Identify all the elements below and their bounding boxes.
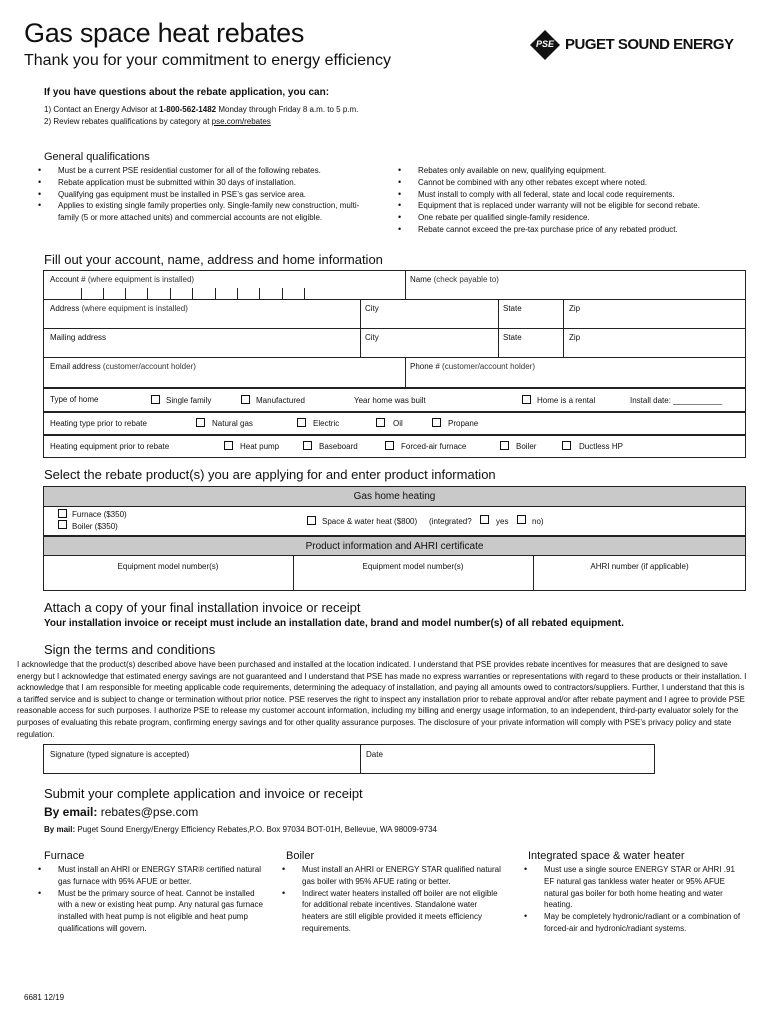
email-label-text: Email address (50, 362, 101, 371)
list-item: • Indirect water heaters installed off boiler are not eligible for additional rebate incentives. Standalone water heaters are still eligible provided it meets efficiency requirements. (280, 888, 502, 935)
heating-type-label: Heating type prior to rebate (50, 419, 147, 428)
integrated-label: (integrated? (429, 517, 472, 526)
ahri-number-input[interactable] (534, 574, 745, 590)
oil-checkbox[interactable] (376, 418, 385, 427)
list-item: • Must use a single source ENERGY STAR or AHRI .91 EF natural gas tankless water heater or 95% AFUE natural gas boiler for both home heating and water heating. (522, 864, 746, 911)
mailing-address-input[interactable] (44, 344, 359, 356)
date-input[interactable] (361, 760, 654, 773)
gas-heating-header: Gas home heating (43, 486, 746, 507)
zip-label: Zip (569, 304, 581, 313)
mailing-address-label: Mailing address (50, 333, 107, 342)
ductless-label: Ductless HP (579, 442, 624, 451)
name-label-text: Name (410, 275, 432, 284)
email-hint: (customer/account holder) (102, 362, 196, 371)
rental-checkbox[interactable] (522, 395, 531, 404)
propane-label: Propane (448, 419, 479, 428)
furnace-req-list (36, 864, 266, 935)
general-right-list (396, 165, 736, 236)
natural-gas-checkbox[interactable] (196, 418, 205, 427)
terms-heading: Sign the terms and conditions (44, 642, 216, 657)
list-item: • May be completely hydronic/radiant or a combination of forced-air and hydronic/radiant systems. (522, 911, 746, 935)
boiler-label: Boiler ($350) (72, 522, 118, 531)
integrated-req-title: Integrated space & water heater (528, 850, 685, 862)
list-item: • Must install to comply with all federal, state and local code requirements. (396, 189, 736, 201)
attach-note: Your installation invoice or receipt must include an installation date, brand and model number(s) of all rebated equipment. (44, 618, 624, 629)
boiler-req-list (280, 864, 502, 935)
list-item: • Rebate application must be submitted within 30 days of installation. (36, 177, 374, 189)
submit-email-line (44, 805, 198, 819)
list-item: • Qualifying gas equipment must be installed in PSE’s gas service area. (36, 189, 374, 201)
account-heading: Fill out your account, name, address and home information (44, 252, 383, 267)
signature-input[interactable] (44, 760, 359, 773)
phone-label (410, 362, 535, 371)
questions-line-1-post: Monday through Friday 8 a.m. to 5 p.m. (216, 105, 359, 114)
signature-label: Signature (typed signature is accepted) (50, 750, 190, 759)
name-label (410, 275, 499, 284)
ahri-number-header: AHRI number (if applicable) (590, 562, 689, 571)
electric-checkbox[interactable] (297, 418, 306, 427)
phone-label-text: Phone # (410, 362, 440, 371)
list-item: • Rebate cannot exceed the pre-tax purchase price of any rebated product. (396, 224, 736, 236)
ductless-checkbox[interactable] (562, 441, 571, 450)
list-item: • Must install an AHRI or ENERGY STAR qualified natural gas boiler with 95% AFUE rating or better. (280, 864, 502, 888)
model-number-input-2[interactable] (294, 574, 532, 590)
address-hint: (where equipment is installed) (81, 304, 188, 313)
space-water-label: Space & water heat ($800) (322, 517, 418, 526)
model-number-input-1[interactable] (44, 574, 292, 590)
natural-gas-label: Natural gas (212, 419, 253, 428)
list-item: • Equipment that is replaced under warranty will not be eligible for second rebate. (396, 200, 736, 212)
baseboard-label: Baseboard (319, 442, 358, 451)
account-hint: (where equipment is installed) (87, 275, 195, 284)
submit-heading: Submit your complete application and invoice or receipt (44, 786, 363, 801)
product-info-header: Product information and AHRI certificate (43, 536, 746, 556)
list-item: • Must install an AHRI or ENERGY STAR® certified natural gas furnace with 95% AFUE or better. (36, 864, 266, 888)
questions-heading: If you have questions about the rebate application, you can: (44, 87, 330, 98)
rebates-email[interactable]: rebates@pse.com (97, 805, 199, 819)
rebates-link[interactable]: pse.com/rebates (211, 117, 271, 126)
list-item: • Must be the primary source of heat. Cannot be installed with a new or existing heat pump. Any natural gas furnace installed with heat pump is not eligible and heat pump qualifications will govern. (36, 888, 266, 935)
integrated-yes-label: yes (496, 517, 509, 526)
integrated-yes-checkbox[interactable] (480, 515, 489, 524)
furnace-checkbox[interactable] (58, 509, 67, 518)
single-family-label: Single family (166, 396, 212, 405)
phone-hint: (customer/account holder) (442, 362, 535, 371)
boiler-checkbox[interactable] (58, 520, 67, 529)
mailing-address: Puget Sound Energy/Energy Efficiency Rebates,P.O. Box 97034 BOT-01H, Bellevue, WA 98009-9734 (75, 825, 437, 834)
pse-logo (530, 30, 740, 60)
propane-checkbox[interactable] (432, 418, 441, 427)
install-date-label[interactable]: Install date: ___________ (630, 396, 723, 405)
submit-mail-line (44, 825, 437, 834)
address-label (50, 304, 188, 313)
model-number-header-1: Equipment model number(s) (117, 562, 219, 571)
mailing-city-label: City (365, 333, 379, 342)
phone-input[interactable] (406, 373, 745, 386)
space-water-checkbox[interactable] (307, 516, 316, 525)
state-label: State (503, 304, 522, 313)
furnace-req-title: Furnace (44, 850, 85, 862)
city-label: City (365, 304, 379, 313)
heat-pump-label: Heat pump (240, 442, 280, 451)
form-code: 6681 12/19 (24, 993, 65, 1002)
name-input[interactable] (405, 286, 745, 298)
model-number-header-2: Equipment model number(s) (362, 562, 464, 571)
integrated-no-checkbox[interactable] (517, 515, 526, 524)
attach-heading: Attach a copy of your final installation invoice or receipt (44, 600, 361, 615)
furnace-label: Furnace ($350) (72, 510, 127, 519)
page-title: Gas space heat rebates (24, 18, 305, 48)
boiler-req-title: Boiler (286, 850, 315, 862)
list-item: • Cannot be combined with any other rebates except where noted. (396, 177, 736, 189)
mailing-state-label: State (503, 333, 522, 342)
date-label: Date (366, 750, 383, 759)
rental-label: Home is a rental (537, 396, 596, 405)
general-heading: General qualifications (44, 151, 150, 163)
email-input[interactable] (44, 373, 404, 386)
questions-line-1 (44, 104, 358, 116)
mail-method-label: By mail: (44, 825, 76, 834)
oil-label: Oil (393, 419, 403, 428)
questions-line-2-pre: 2) Review rebates qualifications by category at (44, 117, 212, 126)
email-label (50, 362, 196, 371)
integrated-req-list (522, 864, 746, 935)
address-label-text: Address (50, 304, 80, 313)
heating-equipment-label: Heating equipment prior to rebate (50, 442, 170, 451)
electric-label: Electric (313, 419, 340, 428)
boiler-prior-label: Boiler (516, 442, 537, 451)
account-number-input[interactable] (43, 288, 405, 299)
logo-name: PUGET SOUND ENERGY (565, 36, 734, 53)
integrated-no-label: no) (532, 517, 544, 526)
forced-air-checkbox[interactable] (385, 441, 394, 450)
list-item: • Must be a current PSE residential customer for all of the following rebates. (36, 165, 374, 177)
advisor-phone: 1-800-562-1482 (159, 105, 217, 114)
single-family-checkbox[interactable] (151, 395, 160, 404)
forced-air-label: Forced-air furnace (401, 442, 467, 451)
questions-line-1-pre: 1) Contact an Energy Advisor at (44, 105, 160, 114)
year-built-label: Year home was built (354, 396, 426, 405)
products-heading: Select the rebate product(s) you are applying for and enter product information (44, 467, 496, 482)
manufactured-label: Manufactured (256, 396, 305, 405)
mailing-zip-label: Zip (569, 333, 581, 342)
logo-mark: PSE (535, 39, 554, 49)
account-label-text: Account # (50, 275, 86, 284)
questions-line-2 (44, 116, 271, 128)
terms-text: I acknowledge that the product(s) described above have been purchased and installed at the location indicated. I understand that PSE provides rebate incentives for measures that are designed to save energy but I acknowledge that estimated energy savings are not guaranteed and I understand that PSE has made no express warranties or representations with regard to these products or their installation. I acknowledge that I am responsible for meeting applicable code requirements, determining the adequacy of installation, and paying all amounts owed to contractors/suppliers. Further, I understand that this is a tariffed service and is subject to change or termination without prior notice. PSE reserves the right to inspect any installation prior to rebate approval and/or after rebate payment and I agree to provide PSE reasonable access for such purposes. I authorize PSE to release my customer account information, including my billing and energy usage information, to an independent, third-party evaluator solely for the purposes of evaluating this rebate program, confirming energy savings and for other quality assurance purposes. The disclosure of your private information will comply with PSE’s privacy policy and state regulation. (17, 660, 747, 739)
heat-pump-checkbox[interactable] (224, 441, 233, 450)
list-item: • Rebates only available on new, qualifying equipment. (396, 165, 736, 177)
account-label (50, 275, 194, 284)
baseboard-checkbox[interactable] (303, 441, 312, 450)
address-input[interactable] (44, 315, 359, 327)
list-item: • Applies to existing single family properties only. Single-family new construction, multi-family (5 or more attached units) and commercial accounts are not eligible. (36, 200, 374, 224)
manufactured-checkbox[interactable] (241, 395, 250, 404)
general-left-list (36, 165, 374, 224)
home-type-label: Type of home (50, 395, 99, 404)
page-subtitle: Thank you for your commitment to energy efficiency (24, 52, 391, 69)
name-hint: (check payable to) (433, 275, 499, 284)
boiler-prior-checkbox[interactable] (500, 441, 509, 450)
list-item: • One rebate per qualified single-family residence. (396, 212, 736, 224)
email-method-label: By email: (44, 805, 98, 819)
